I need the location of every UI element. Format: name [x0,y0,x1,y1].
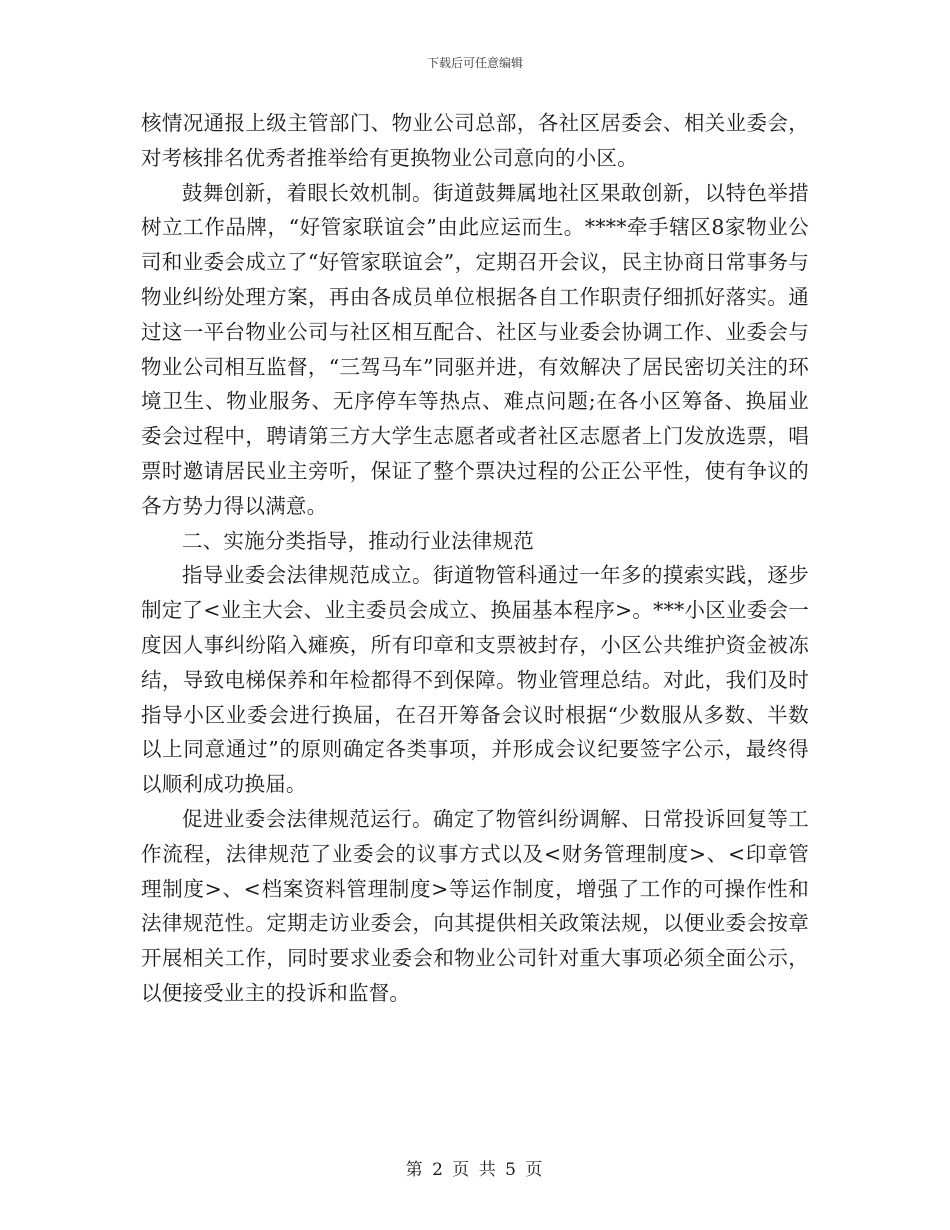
paragraph-guidance: 指导业委会法律规范成立。街道物管科通过一年多的摸索实践，逐步制定了<业主大会、业主委员会成立、换届基本程序>。***小区业委会一度因人事纠纷陷入瘫痪，所有印章和支票被封存，小区公共维护资金被冻结，导致电梯保养和年检都得不到保障。物业管理总结。对此，我们及时指导小区业委会进行换届，在召开筹备会议时根据“少数服从多数、半数以上同意通过”的原则确定各类事项，并形成会议纪要签字公示，最终得以顺利成功换届。 [141,563,809,797]
paragraph-continued: 核情况通报上级主管部门、物业公司总部，各社区居委会、相关业委会，对考核排名优秀者推举给有更换物业公司意向的小区。 [141,111,809,170]
page-footer: 第 2 页 共 5 页 [405,1160,545,1180]
paragraph-operation: 促进业委会法律规范运行。确定了物管纠纷调解、日常投诉回复等工作流程，法律规范了业委会的议事方式以及<财务管理制度>、<印章管理制度>、<档案资料管理制度>等运作制度，增强了工作的可操作性和法律规范性。定期走访业委会，向其提供相关政策法规，以便业委会按章开展相关工作，同时要求业委会和物业公司针对重大事项必须全面公示，以便接受业主的投诉和监督。 [141,806,809,1005]
section-heading: 二、实施分类指导，推动行业法律规范 [182,528,534,553]
page-header: 下载后可任意编辑 [426,56,523,70]
paragraph-innovation: 鼓舞创新，着眼长效机制。街道鼓舞属地社区果敢创新，以特色举措树立工作品牌，“好管家联谊会”由此应运而生。****牵手辖区8家物业公司和业委会成立了“好管家联谊会”，定期召开会议，民主协商日常事务与物业纠纷处理方案，再由各成员单位根据各自工作职责仔细抓好落实。通过这一平台物业公司与社区相互配合、社区与业委会协调工作、业委会与物业公司相互监督，“三驾马车”同驱并进，有效解决了居民密切关注的环境卫生、物业服务、无序停车等热点、难点问题;在各小区筹备、换届业委会过程中，聘请第三方大学生志愿者或者社区志愿者上门发放选票，唱票时邀请居民业主旁听，保证了整个票决过程的公正公平性，使有争议的各方势力得以满意。 [141,180,809,518]
document-body [141,106,809,1011]
